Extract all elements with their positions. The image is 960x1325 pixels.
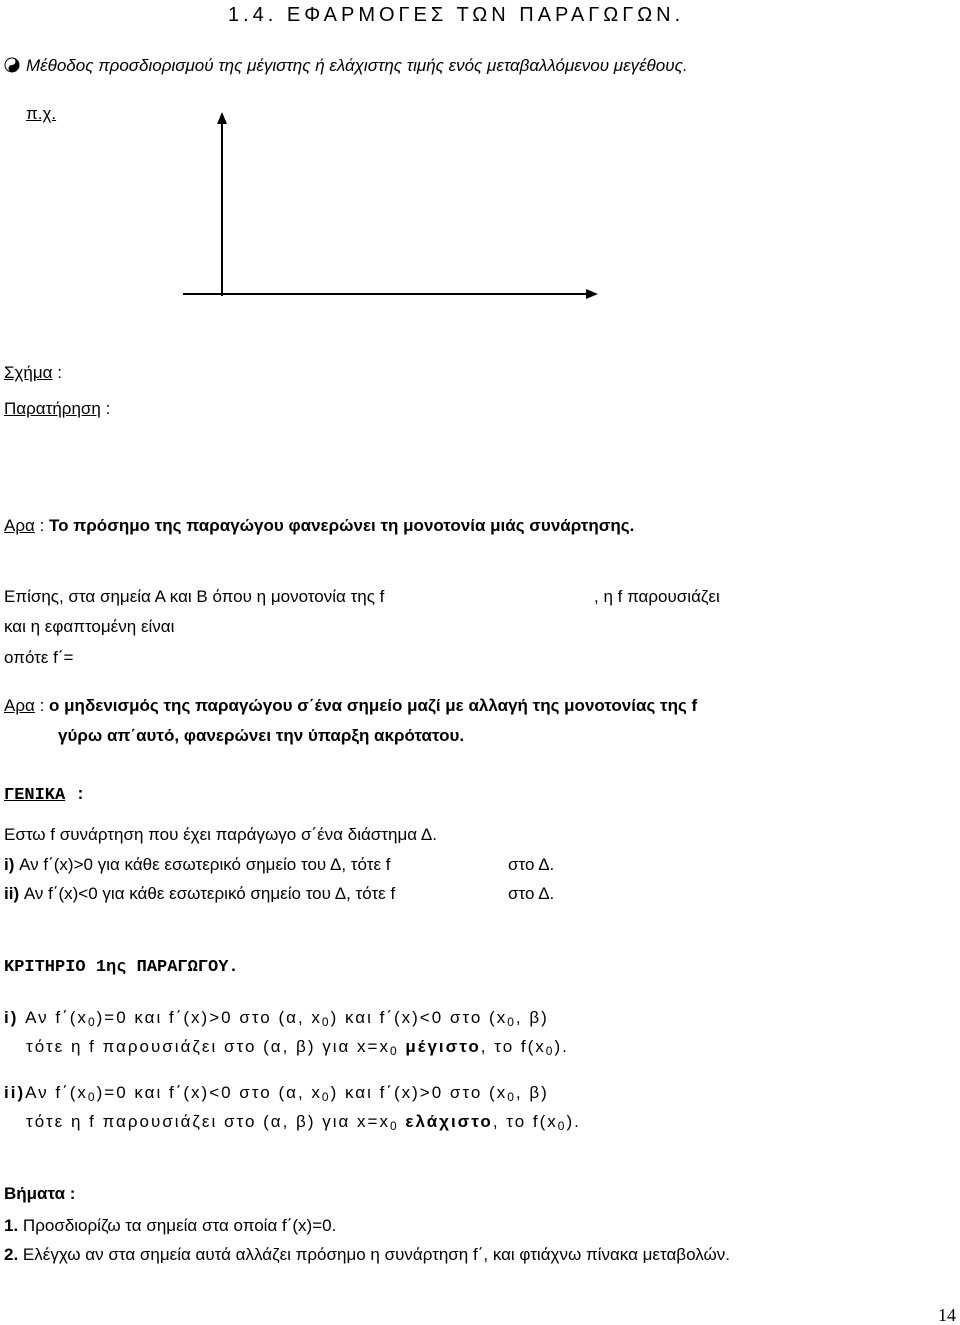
coordinate-axes <box>180 112 600 312</box>
crit-ii-sub3: 0 <box>507 1090 516 1104</box>
crit-i-label: i) <box>4 1008 19 1027</box>
method-text: Μέθοδος προσδιορισμού της μέγιστης ή ελάχιστης τιμής ενός μεταβαλλόμενου μεγέθους. <box>26 56 688 75</box>
crit-ii-sub5: 0 <box>557 1119 567 1133</box>
ara-colon: : <box>39 516 45 535</box>
general-intro: Εστω f συνάρτηση που έχει παράγωγο σ΄ένα διάστημα Δ. <box>4 825 437 844</box>
crit-ii-c: ) και f΄(x)>0 στο (x <box>330 1083 508 1102</box>
rule-ii-end: στο Δ. <box>508 884 555 903</box>
then-line: οπότε f΄= <box>4 648 74 667</box>
also-line-part1: Επίσης, στα σημεία Α και Β όπου η μονοτονία της f <box>4 587 385 606</box>
step-1-text: Προσδιορίζω τα σημεία στα οποία f΄(x)=0. <box>22 1216 337 1235</box>
rule-ii <box>4 884 395 904</box>
observation-row <box>4 399 110 419</box>
crit-i-sub2: 0 <box>321 1015 331 1029</box>
criterion-title: ΚΡΙΤΗΡΙΟ 1ης ΠΑΡΑΓΩΓΟΥ. <box>4 958 239 977</box>
crit-i-line2-c: ). <box>554 1037 569 1056</box>
rule-ii-label: ii) <box>4 884 20 903</box>
crit-ii-keyword: ελάχιστο <box>405 1112 493 1131</box>
step-1-num: 1. <box>4 1216 19 1235</box>
rule-i-text: Αν f΄(x)>0 για κάθε εσωτερικό σημείο του Δ, τότε f <box>19 855 391 874</box>
rule-i-label: i) <box>4 855 15 874</box>
crit-ii-sub1: 0 <box>87 1090 97 1104</box>
schema-label: Σχήμα <box>4 363 53 382</box>
crit-ii-line2-c: ). <box>566 1112 581 1131</box>
crit-ii-line2-b: , το f(x <box>492 1112 558 1131</box>
criterion-ii-line2 <box>26 1112 581 1136</box>
step-1 <box>4 1216 336 1236</box>
crit-ii-sub4: 0 <box>389 1119 399 1133</box>
y-axis-arrow <box>217 112 227 124</box>
observation-label: Παρατήρηση <box>4 399 101 418</box>
criterion-i-line1 <box>4 1008 549 1032</box>
crit-i-sub1: 0 <box>87 1015 97 1029</box>
rule-i-end: στο Δ. <box>508 855 555 874</box>
conclusion-text-1: Το πρόσημο της παραγώγου φανερώνει τη μονοτονία μιάς συνάρτησης. <box>49 516 635 535</box>
page-number: 14 <box>938 1305 956 1325</box>
schema-row <box>4 363 62 383</box>
criterion-ii-line1 <box>4 1083 549 1107</box>
steps-label: Βήματα : <box>4 1184 76 1203</box>
crit-i-d: , β) <box>515 1008 549 1027</box>
ara-label: Αρα <box>4 516 35 535</box>
crit-i-sub4: 0 <box>389 1044 399 1058</box>
ara-colon-2: : <box>39 696 45 715</box>
crit-i-b: )=0 και f΄(x)>0 στο (α, x <box>96 1008 322 1027</box>
crit-ii-d: , β) <box>515 1083 549 1102</box>
conclusion-row-1 <box>4 516 634 536</box>
crit-ii-b: )=0 και f΄(x)<0 στο (α, x <box>96 1083 322 1102</box>
criterion-i-line2 <box>26 1037 569 1061</box>
general-label: ΓΕΝΙΚΑ <box>4 786 66 805</box>
crit-ii-sub2: 0 <box>321 1090 331 1104</box>
crit-i-line2-b: , το f(x <box>480 1037 546 1056</box>
crit-i-c: ) και f΄(x)<0 στο (x <box>330 1008 508 1027</box>
tangent-line: και η εφαπτομένη είναι <box>4 617 175 636</box>
general-heading <box>4 786 86 806</box>
yin-yang-icon <box>4 57 20 73</box>
conclusion-text-2b: γύρω απ΄αυτό, φανερώνει την ύπαρξη ακρότατου. <box>58 726 465 745</box>
observation-colon: : <box>105 399 111 418</box>
crit-i-sub3: 0 <box>507 1015 516 1029</box>
rule-ii-text: Αν f΄(x)<0 για κάθε εσωτερικό σημείο του Δ, τότε f <box>23 884 396 903</box>
crit-i-sub5: 0 <box>545 1044 555 1058</box>
crit-ii-a: Αν f΄(x <box>25 1083 88 1102</box>
crit-ii-label: ii) <box>4 1083 26 1102</box>
also-line-part2: , η f παρουσιάζει <box>594 587 720 606</box>
crit-i-a: Αν f΄(x <box>25 1008 88 1027</box>
step-2 <box>4 1245 730 1265</box>
rule-i <box>4 855 390 875</box>
example-label: π.χ. <box>26 104 57 123</box>
step-2-text: Ελέγχω αν στα σημεία αυτά αλλάζει πρόσημο η συνάρτηση f΄, και φτιάχνω πίνακα μεταβολών. <box>22 1245 730 1264</box>
conclusion-row-2 <box>4 696 697 716</box>
crit-i-line2-a: τότε η f παρουσιάζει στο (α, β) για x=x <box>26 1037 390 1056</box>
general-colon: : <box>65 786 86 805</box>
schema-colon: : <box>57 363 62 382</box>
page-title: 1.4. ΕΦΑΡΜΟΓΕΣ ΤΩΝ ΠΑΡΑΓΩΓΩΝ. <box>228 4 685 26</box>
conclusion-text-2a: ο μηδενισμός της παραγώγου σ΄ένα σημείο μαζί με αλλαγή της μονοτονίας της f <box>49 696 698 715</box>
method-line <box>4 56 688 76</box>
crit-ii-line2-a: τότε η f παρουσιάζει στο (α, β) για x=x <box>26 1112 390 1131</box>
x-axis-arrow <box>586 289 598 299</box>
crit-i-keyword: μέγιστο <box>405 1037 481 1056</box>
ara-label-2: Αρα <box>4 696 35 715</box>
step-2-num: 2. <box>4 1245 19 1264</box>
